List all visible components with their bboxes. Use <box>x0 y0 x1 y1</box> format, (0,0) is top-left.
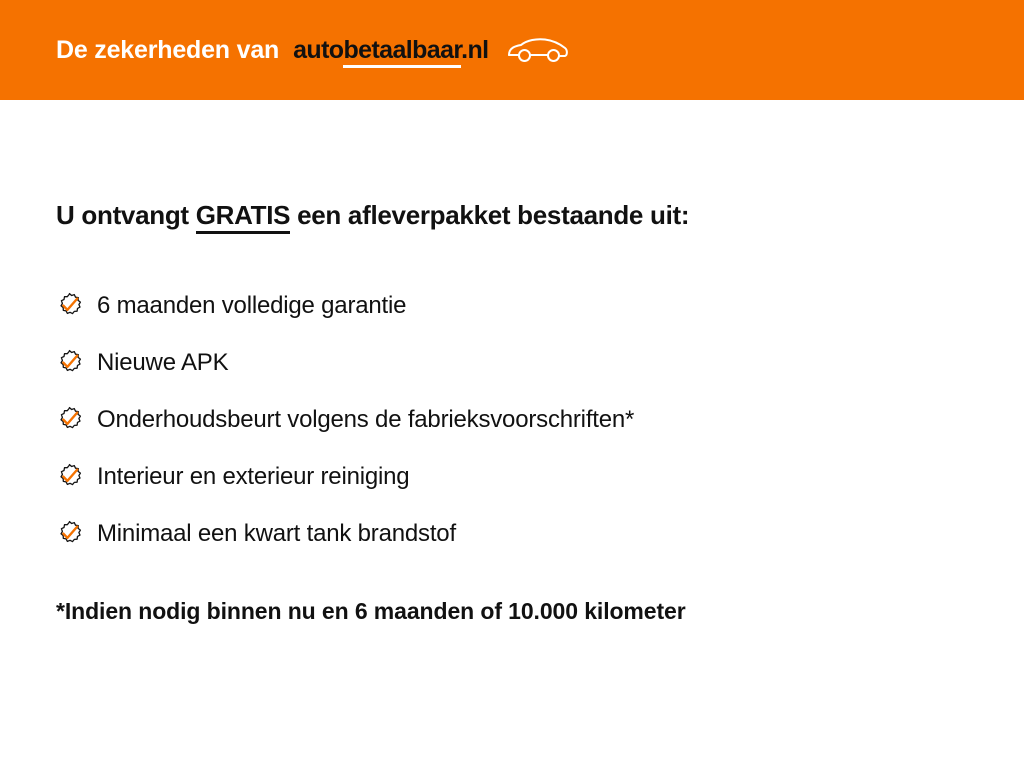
brand-part-tld: .nl <box>461 35 489 64</box>
list-item <box>56 277 968 334</box>
main-content <box>0 100 1024 625</box>
footnote: *Indien nodig binnen nu en 6 maanden of 10.000 kilometer <box>56 598 686 624</box>
check-gear-icon <box>56 349 83 376</box>
benefits-list <box>56 277 968 562</box>
list-item-label: 6 maanden volledige garantie <box>97 291 407 319</box>
list-item-label: Onderhoudsbeurt volgens de fabrieksvoorschriften* <box>97 405 635 433</box>
list-item <box>56 391 968 448</box>
brand-logo-text <box>293 36 488 65</box>
headline-before: U ontvangt <box>56 200 196 230</box>
headline <box>56 200 968 231</box>
list-item-label: Nieuwe APK <box>97 348 229 376</box>
check-gear-icon <box>56 463 83 490</box>
list-item <box>56 334 968 391</box>
brand-part-auto: auto <box>293 35 344 64</box>
header-content <box>56 33 569 68</box>
check-gear-icon <box>56 292 83 319</box>
list-item-label: Interieur en exterieur reiniging <box>97 462 410 490</box>
car-icon <box>507 37 569 68</box>
list-item-label: Minimaal een kwart tank brandstof <box>97 519 456 547</box>
check-gear-icon <box>56 520 83 547</box>
brand-part-betaalbaar: betaalbaar <box>343 36 461 68</box>
list-item <box>56 505 968 562</box>
headline-after: een afleverpakket bestaande uit: <box>290 200 690 230</box>
page-title: De zekerheden van <box>56 35 280 64</box>
headline-emphasis: GRATIS <box>196 200 291 234</box>
header-banner <box>0 0 1024 100</box>
check-gear-icon <box>56 406 83 433</box>
list-item <box>56 448 968 505</box>
